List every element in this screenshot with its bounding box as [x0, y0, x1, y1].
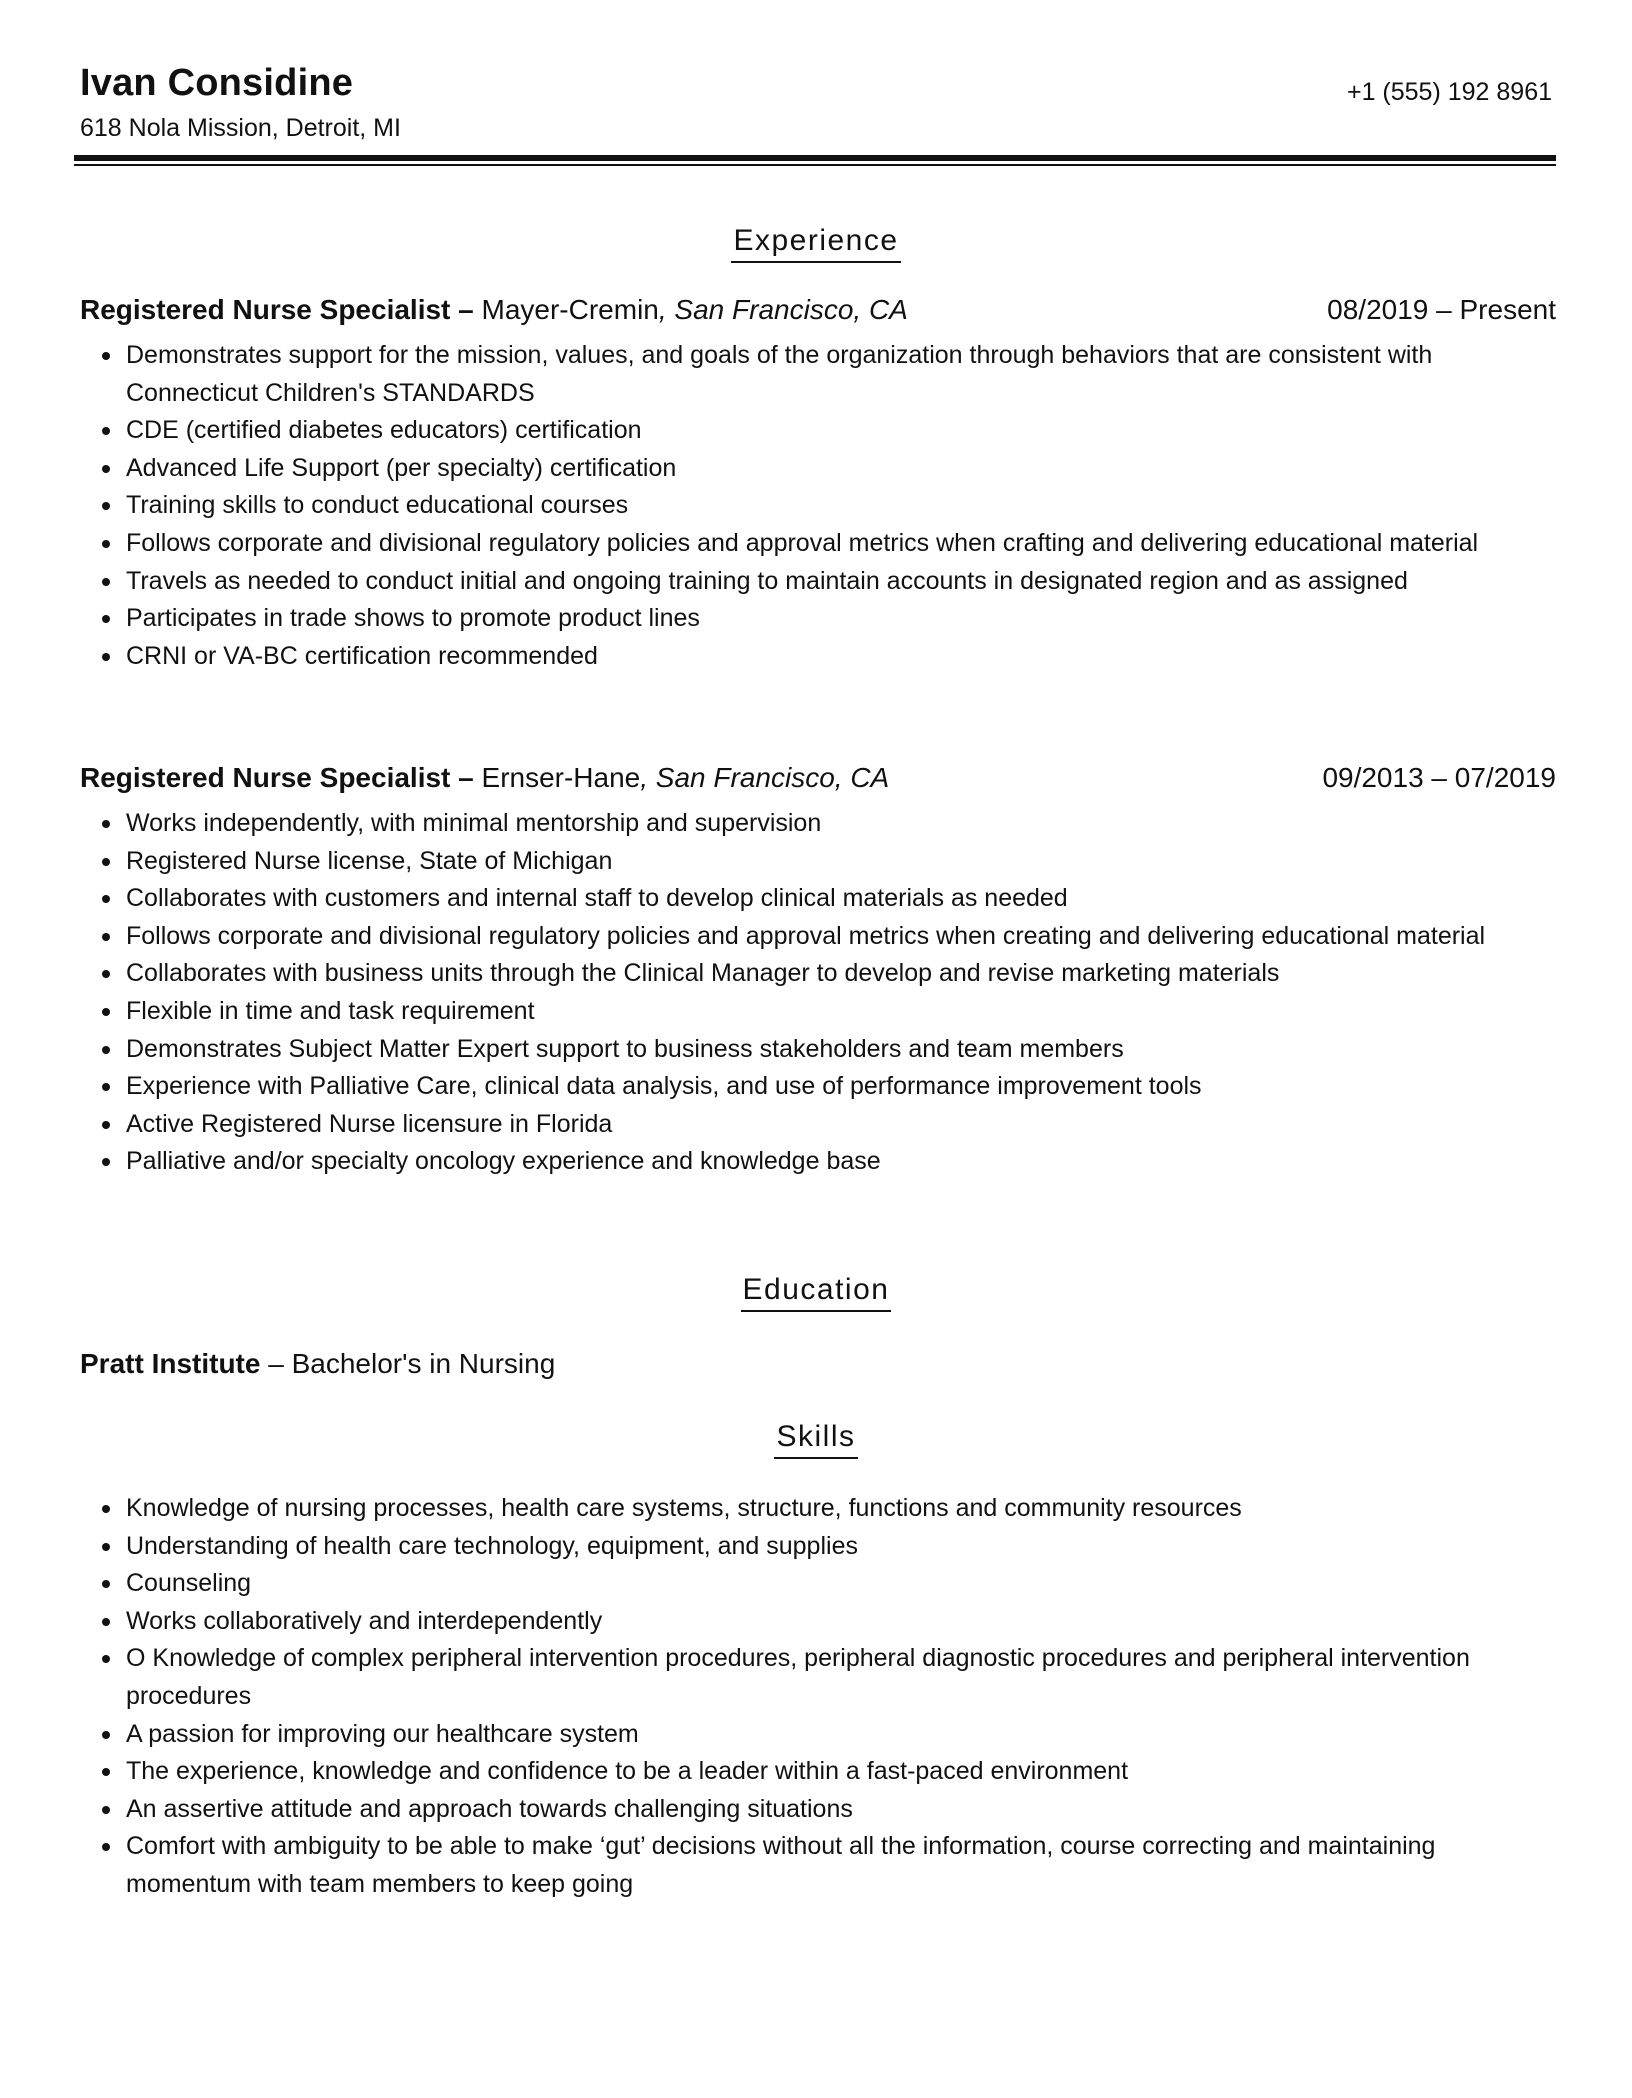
- list-item: Experience with Palliative Care, clinical data analysis, and use of performance improvement tools: [0, 1068, 1500, 1106]
- job-dates: 09/2013 – 07/2019: [1322, 762, 1556, 793]
- list-item: Collaborates with customers and internal staff to develop clinical materials as needed: [0, 880, 1500, 918]
- list-item: Works independently, with minimal mentorship and supervision: [0, 805, 1500, 843]
- list-item: Comfort with ambiguity to be able to make ‘gut’ decisions without all the information, course correcting and maintaining momentum with team members to keep going: [0, 1828, 1500, 1903]
- job-title: Registered Nurse Specialist –: [80, 762, 474, 793]
- list-item: Advanced Life Support (per specialty) certification: [0, 450, 1500, 488]
- list-item: A passion for improving our healthcare system: [0, 1716, 1500, 1754]
- list-item: Understanding of health care technology, equipment, and supplies: [0, 1528, 1500, 1566]
- list-item: Active Registered Nurse licensure in Florida: [0, 1106, 1500, 1144]
- candidate-address: 618 Nola Mission, Detroit, MI: [80, 114, 401, 142]
- list-item: Collaborates with business units through the Clinical Manager to develop and revise marketing materials: [0, 955, 1500, 993]
- list-item: Travels as needed to conduct initial and ongoing training to maintain accounts in designated region and as assigned: [0, 563, 1500, 601]
- list-item: Follows corporate and divisional regulatory policies and approval metrics when crafting and delivering educational material: [0, 525, 1500, 563]
- list-item: O Knowledge of complex peripheral intervention procedures, peripheral diagnostic procedures and peripheral intervention procedures: [0, 1640, 1500, 1715]
- list-item: Palliative and/or specialty oncology experience and knowledge base: [0, 1143, 1500, 1181]
- job-bullets-2: [0, 805, 1500, 1181]
- list-item: Works collaboratively and interdependently: [0, 1603, 1500, 1641]
- experience-heading-text: Experience: [731, 224, 900, 263]
- list-item: CRNI or VA-BC certification recommended: [0, 638, 1500, 676]
- list-item: CDE (certified diabetes educators) certification: [0, 412, 1500, 450]
- list-item: Counseling: [0, 1565, 1500, 1603]
- job-title: Registered Nurse Specialist –: [80, 294, 474, 325]
- header-divider-thick: [74, 155, 1556, 161]
- education-heading: [0, 1273, 1632, 1312]
- job-header-1: [80, 294, 1556, 330]
- experience-heading: [0, 224, 1632, 263]
- list-item: An assertive attitude and approach towards challenging situations: [0, 1791, 1500, 1829]
- job-location: , San Francisco, CA: [658, 294, 908, 325]
- list-item: Flexible in time and task requirement: [0, 993, 1500, 1031]
- candidate-name: Ivan Considine: [80, 62, 354, 104]
- list-item: The experience, knowledge and confidence to be a leader within a fast-paced environment: [0, 1753, 1500, 1791]
- candidate-phone: +1 (555) 192 8961: [1346, 78, 1552, 106]
- list-item: Participates in trade shows to promote product lines: [0, 600, 1500, 638]
- skills-heading-text: Skills: [774, 1420, 857, 1459]
- education-degree: – Bachelor's in Nursing: [260, 1348, 556, 1379]
- skills-heading: [0, 1420, 1632, 1459]
- list-item: Knowledge of nursing processes, health care systems, structure, functions and community resources: [0, 1490, 1500, 1528]
- education-entry: [80, 1348, 555, 1380]
- list-item: Demonstrates Subject Matter Expert support to business stakeholders and team members: [0, 1031, 1500, 1069]
- list-item: Training skills to conduct educational courses: [0, 487, 1500, 525]
- education-school: Pratt Institute: [80, 1348, 261, 1379]
- education-heading-text: Education: [741, 1273, 892, 1312]
- skills-list: [0, 1490, 1500, 1904]
- header-divider-thin: [74, 164, 1556, 166]
- list-item: Demonstrates support for the mission, values, and goals of the organization through behaviors that are consistent with Connecticut Children's STANDARDS: [0, 337, 1500, 412]
- list-item: Follows corporate and divisional regulatory policies and approval metrics when creating and delivering educational material: [0, 918, 1500, 956]
- job-location: , San Francisco, CA: [640, 762, 890, 793]
- job-dates: 08/2019 – Present: [1327, 294, 1556, 325]
- job-header-2: [80, 762, 1556, 798]
- job-bullets-1: [0, 337, 1500, 675]
- list-item: Registered Nurse license, State of Michigan: [0, 843, 1500, 881]
- job-company: Ernser-Hane: [473, 762, 641, 793]
- job-company: Mayer-Cremin: [473, 294, 659, 325]
